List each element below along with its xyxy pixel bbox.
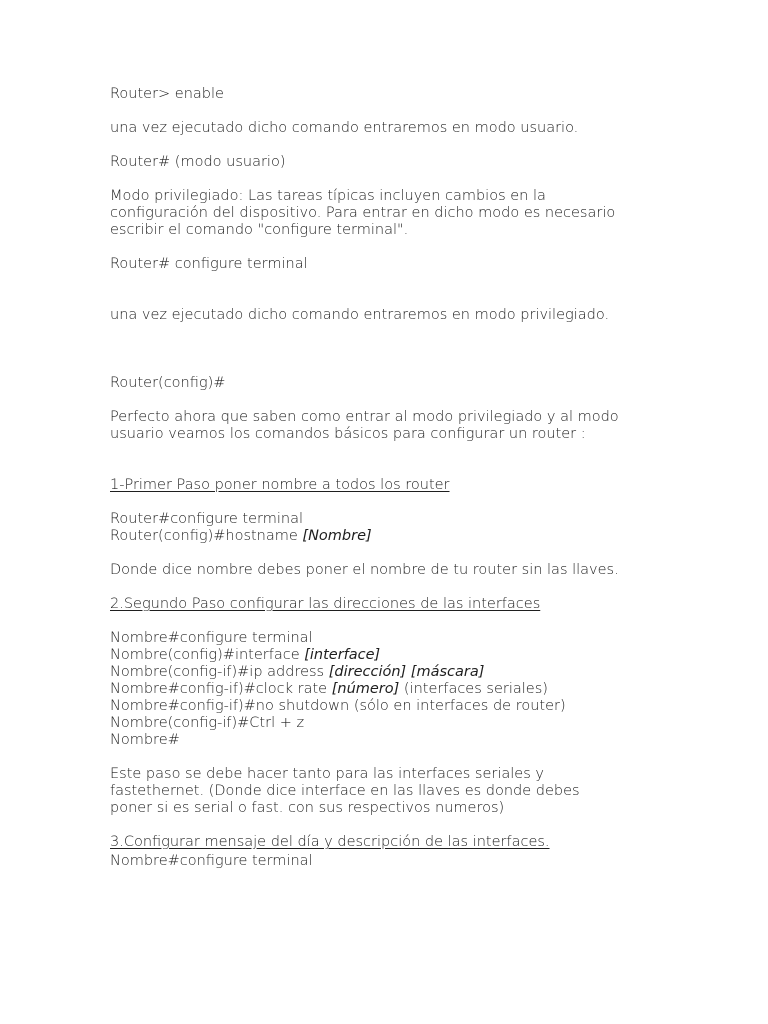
section-heading: 3.Configurar mensaje del día y descripción de las interfaces.: [110, 834, 550, 850]
command-line: Router#configure terminal: [110, 511, 304, 527]
command-line: Nombre#configure terminal: [110, 853, 313, 869]
paragraph-line: Este paso se debe hacer tanto para las interfaces seriales y: [110, 766, 544, 782]
command-text: Router(config)#hostname: [110, 528, 303, 544]
command-argument: [Nombre]: [302, 528, 372, 544]
command-line: [110, 647, 380, 664]
command-line: Router# (modo usuario): [110, 154, 286, 170]
paragraph-line: configuración del dispositivo. Para entrar en dicho modo es necesario: [110, 205, 616, 221]
paragraph-line: escribir el comando "configure terminal".: [110, 222, 409, 238]
command-line: [110, 528, 372, 545]
command-line: [110, 681, 548, 698]
command-argument: [número]: [331, 681, 400, 697]
section-heading: 2.Segundo Paso configurar las direcciones de las interfaces: [110, 596, 541, 612]
command-line: Router(config)#: [110, 375, 226, 391]
section-heading: 1-Primer Paso poner nombre a todos los router: [110, 477, 450, 493]
paragraph-line: Modo privilegiado: Las tareas típicas incluyen cambios en la: [110, 188, 546, 204]
command-line: Nombre#configure terminal: [110, 630, 313, 646]
paragraph-line: Perfecto ahora que saben como entrar al modo privilegiado y al modo: [110, 409, 619, 425]
command-line: Nombre#config-if)#no shutdown (sólo en interfaces de router): [110, 698, 566, 714]
paragraph-line: poner si es serial o fast. con sus respectivos numeros): [110, 800, 505, 816]
command-line: Nombre#: [110, 732, 180, 748]
paragraph-line: fastethernet. (Donde dice interface en las llaves es donde debes: [110, 783, 580, 799]
command-text: Nombre(config)#interface: [110, 647, 305, 663]
command-line: Nombre(config-if)#Ctrl + z: [110, 715, 305, 731]
command-text: Nombre(config-if)#ip address: [110, 664, 329, 680]
paragraph-line: usuario veamos los comandos básicos para configurar un router :: [110, 426, 586, 442]
command-text: Nombre#config-if)#clock rate: [110, 681, 332, 697]
paragraph-line: una vez ejecutado dicho comando entraremos en modo usuario.: [110, 120, 579, 136]
command-line: Router# configure terminal: [110, 256, 308, 272]
paragraph-line: una vez ejecutado dicho comando entraremos en modo privilegiado.: [110, 307, 610, 323]
paragraph-line: Donde dice nombre debes poner el nombre de tu router sin las llaves.: [110, 562, 619, 578]
command-argument: [interface]: [304, 647, 381, 663]
command-note: (interfaces seriales): [399, 681, 548, 697]
command-line: [110, 664, 484, 681]
command-line: Router> enable: [110, 86, 224, 102]
command-argument: [dirección] [máscara]: [328, 664, 485, 680]
